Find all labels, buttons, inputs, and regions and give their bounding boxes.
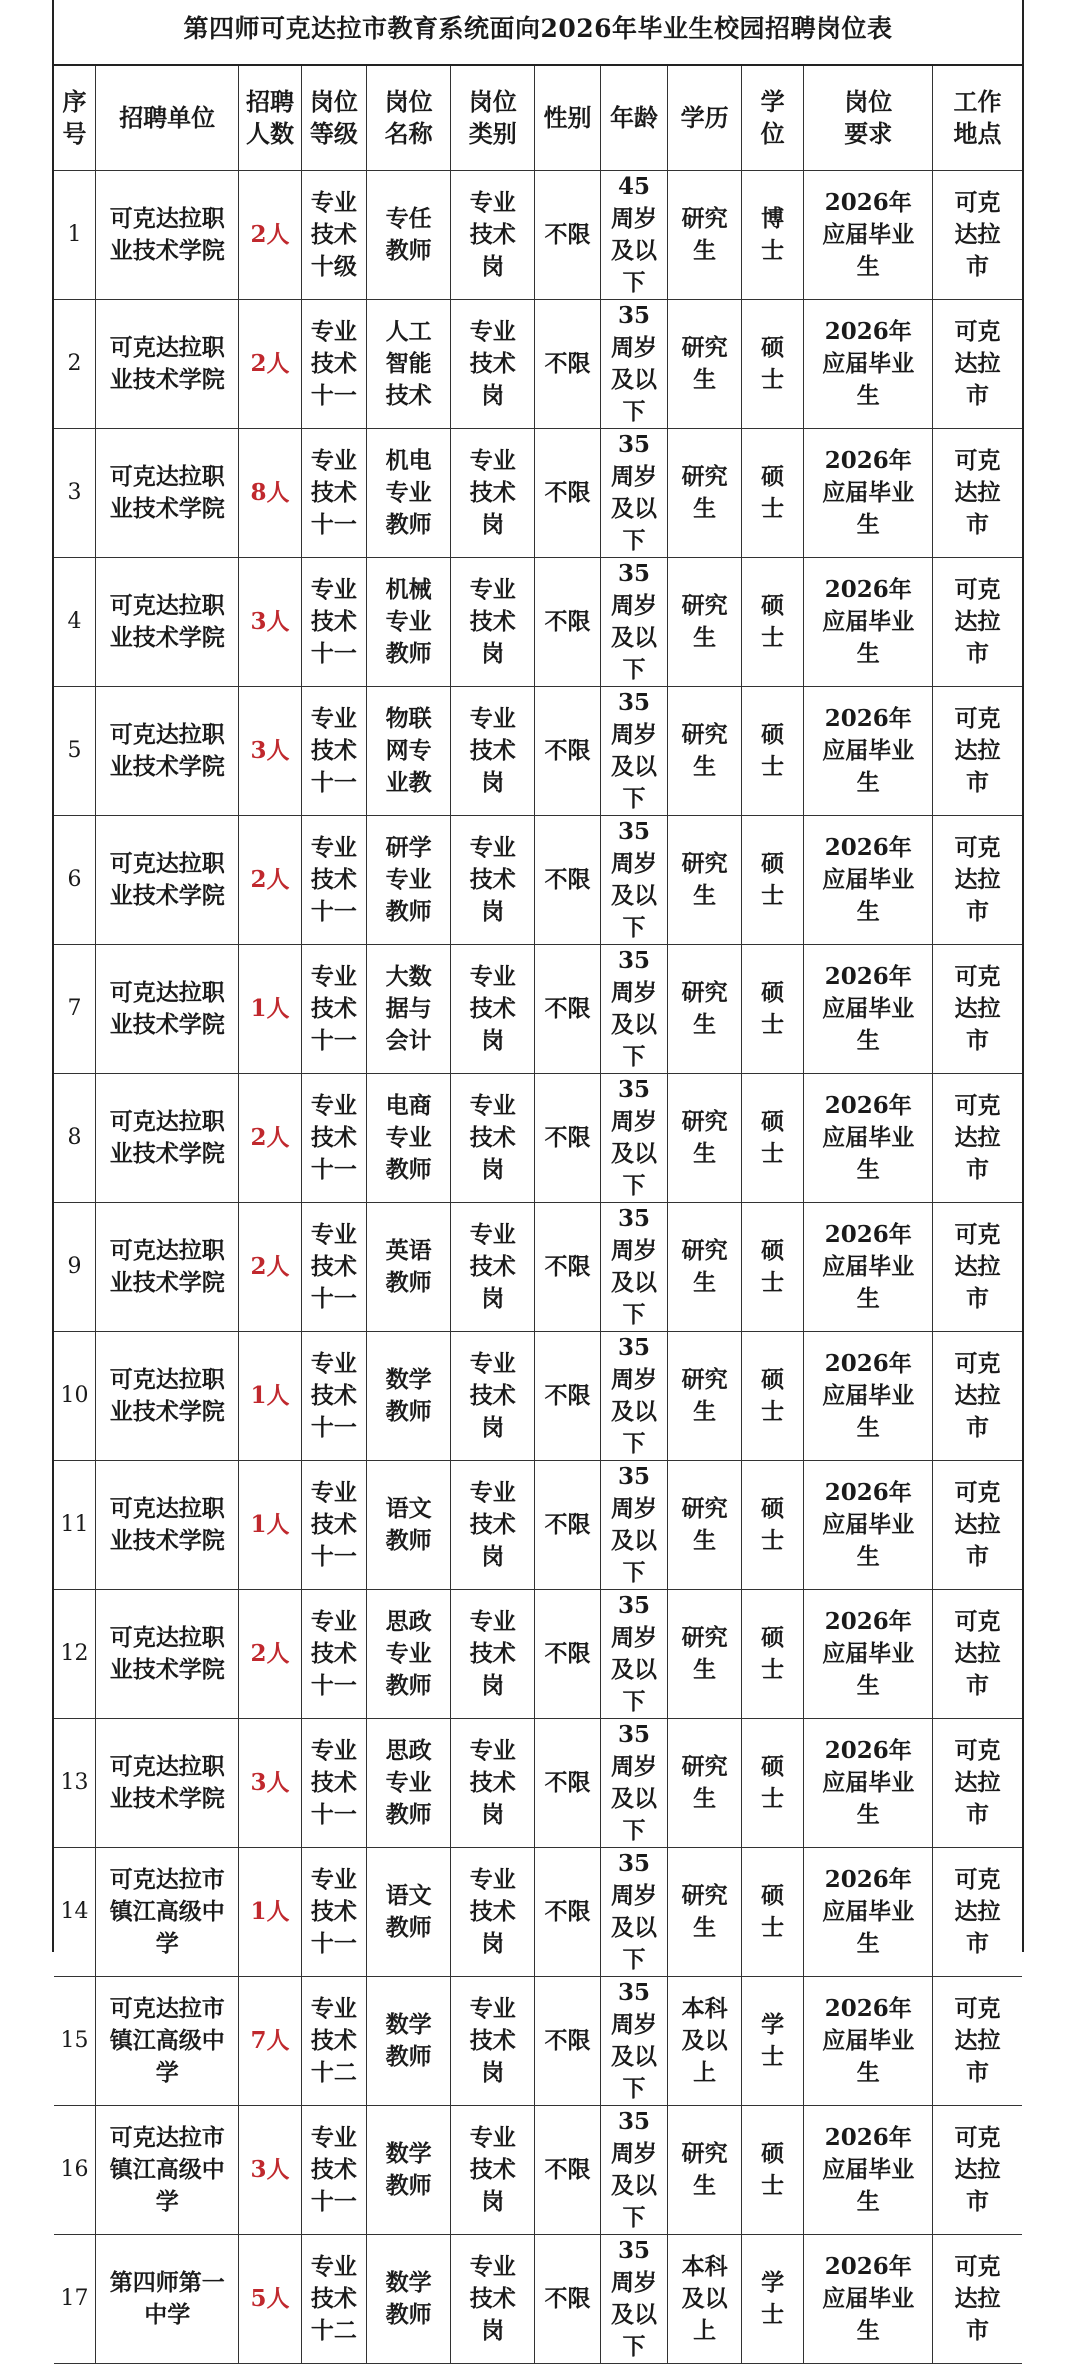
cell-education: 本科及以上 xyxy=(668,1977,742,2106)
cell-count: 2人 xyxy=(239,1590,301,1719)
cell-category: 专业技术岗 xyxy=(451,687,535,816)
header-gender: 性别 xyxy=(535,66,600,171)
cell-education: 研究生 xyxy=(668,1332,742,1461)
cell-position: 思政专业教师 xyxy=(367,1719,451,1848)
recruitment-table-sheet xyxy=(52,0,1024,2360)
cell-position: 大数据与会计 xyxy=(367,945,451,1074)
cell-position: 语文教师 xyxy=(367,1848,451,1977)
cell-level: 专业技术十一 xyxy=(301,558,366,687)
cell-education: 研究生 xyxy=(668,816,742,945)
cell-requirement: 2026年应届毕业生 xyxy=(804,2106,933,2235)
cell-unit: 可克达拉职业技术学院 xyxy=(96,171,239,300)
table-row xyxy=(54,1074,1022,1203)
header-position: 岗位名称 xyxy=(367,66,451,171)
table-row xyxy=(54,1848,1022,1977)
cell-requirement: 2026年应届毕业生 xyxy=(804,945,933,1074)
cell-category: 专业技术岗 xyxy=(451,945,535,1074)
cell-count: 1人 xyxy=(239,1332,301,1461)
cell-education: 研究生 xyxy=(668,1590,742,1719)
cell-education: 研究生 xyxy=(668,300,742,429)
cell-index: 12 xyxy=(54,1590,96,1719)
cell-education: 研究生 xyxy=(668,1461,742,1590)
table-row xyxy=(54,171,1022,300)
cell-education: 研究生 xyxy=(668,1203,742,1332)
cell-position: 数学教师 xyxy=(367,2235,451,2364)
cell-requirement: 2026年应届毕业生 xyxy=(804,1590,933,1719)
cell-unit: 可克达拉职业技术学院 xyxy=(96,816,239,945)
cell-count: 3人 xyxy=(239,687,301,816)
cell-position: 数学教师 xyxy=(367,2106,451,2235)
cell-gender: 不限 xyxy=(535,1074,600,1203)
cell-age: 35周岁及以下 xyxy=(600,300,668,429)
cell-level: 专业技术十一 xyxy=(301,300,366,429)
cell-requirement: 2026年应届毕业生 xyxy=(804,558,933,687)
cell-education: 研究生 xyxy=(668,1074,742,1203)
cell-gender: 不限 xyxy=(535,1719,600,1848)
cell-category: 专业技术岗 xyxy=(451,1332,535,1461)
cell-gender: 不限 xyxy=(535,171,600,300)
cell-count: 2人 xyxy=(239,1074,301,1203)
cell-degree: 硕士 xyxy=(742,687,804,816)
cell-count: 7人 xyxy=(239,1977,301,2106)
cell-category: 专业技术岗 xyxy=(451,1203,535,1332)
cell-count: 1人 xyxy=(239,1461,301,1590)
cell-count: 3人 xyxy=(239,1719,301,1848)
cell-unit: 可克达拉职业技术学院 xyxy=(96,1590,239,1719)
table-row xyxy=(54,429,1022,558)
cell-location: 可克达拉市 xyxy=(933,1590,1022,1719)
table-row xyxy=(54,2106,1022,2235)
cell-age: 35周岁及以下 xyxy=(600,1977,668,2106)
cell-category: 专业技术岗 xyxy=(451,1977,535,2106)
cell-level: 专业技术十级 xyxy=(301,171,366,300)
cell-location: 可克达拉市 xyxy=(933,1203,1022,1332)
cell-degree: 硕士 xyxy=(742,1461,804,1590)
cell-age: 45周岁及以下 xyxy=(600,171,668,300)
cell-position: 机械专业教师 xyxy=(367,558,451,687)
cell-index: 7 xyxy=(54,945,96,1074)
cell-education: 研究生 xyxy=(668,687,742,816)
cell-count: 1人 xyxy=(239,1848,301,1977)
cell-degree: 硕士 xyxy=(742,1590,804,1719)
cell-position: 数学教师 xyxy=(367,1332,451,1461)
cell-unit: 可克达拉职业技术学院 xyxy=(96,429,239,558)
header-unit: 招聘单位 xyxy=(96,66,239,171)
cell-category: 专业技术岗 xyxy=(451,1719,535,1848)
header-age: 年龄 xyxy=(600,66,668,171)
cell-location: 可克达拉市 xyxy=(933,1848,1022,1977)
cell-unit: 可克达拉市镇江高级中学 xyxy=(96,2106,239,2235)
cell-index: 3 xyxy=(54,429,96,558)
cell-index: 4 xyxy=(54,558,96,687)
cell-index: 15 xyxy=(54,1977,96,2106)
cell-category: 专业技术岗 xyxy=(451,1074,535,1203)
cell-position: 机电专业教师 xyxy=(367,429,451,558)
cell-education: 研究生 xyxy=(668,171,742,300)
cell-degree: 学士 xyxy=(742,1977,804,2106)
cell-index: 14 xyxy=(54,1848,96,1977)
cell-gender: 不限 xyxy=(535,1848,600,1977)
cell-education: 研究生 xyxy=(668,558,742,687)
cell-count: 5人 xyxy=(239,2235,301,2364)
cell-location: 可克达拉市 xyxy=(933,1461,1022,1590)
cell-degree: 硕士 xyxy=(742,1203,804,1332)
cell-age: 35周岁及以下 xyxy=(600,687,668,816)
cell-gender: 不限 xyxy=(535,429,600,558)
cell-unit: 可克达拉职业技术学院 xyxy=(96,300,239,429)
header-degree: 学位 xyxy=(742,66,804,171)
cell-level: 专业技术十一 xyxy=(301,1590,366,1719)
header-level: 岗位等级 xyxy=(301,66,366,171)
document-title: 第四师可克达拉市教育系统面向2026年毕业生校园招聘岗位表 xyxy=(54,0,1022,66)
cell-age: 35周岁及以下 xyxy=(600,1590,668,1719)
table-row xyxy=(54,558,1022,687)
cell-degree: 硕士 xyxy=(742,1332,804,1461)
cell-age: 35周岁及以下 xyxy=(600,1332,668,1461)
cell-requirement: 2026年应届毕业生 xyxy=(804,1461,933,1590)
cell-count: 8人 xyxy=(239,429,301,558)
cell-education: 本科及以上 xyxy=(668,2235,742,2364)
cell-unit: 可克达拉职业技术学院 xyxy=(96,1461,239,1590)
cell-age: 35周岁及以下 xyxy=(600,1461,668,1590)
cell-degree: 硕士 xyxy=(742,2106,804,2235)
cell-degree: 硕士 xyxy=(742,429,804,558)
cell-position: 人工智能技术 xyxy=(367,300,451,429)
cell-degree: 硕士 xyxy=(742,816,804,945)
header-count: 招聘人数 xyxy=(239,66,301,171)
cell-category: 专业技术岗 xyxy=(451,1848,535,1977)
table-row xyxy=(54,816,1022,945)
cell-age: 35周岁及以下 xyxy=(600,945,668,1074)
cell-requirement: 2026年应届毕业生 xyxy=(804,1719,933,1848)
cell-age: 35周岁及以下 xyxy=(600,1719,668,1848)
cell-requirement: 2026年应届毕业生 xyxy=(804,429,933,558)
cell-position: 数学教师 xyxy=(367,1977,451,2106)
cell-location: 可克达拉市 xyxy=(933,945,1022,1074)
cell-location: 可克达拉市 xyxy=(933,1719,1022,1848)
cell-education: 研究生 xyxy=(668,1848,742,1977)
cell-education: 研究生 xyxy=(668,429,742,558)
cell-index: 11 xyxy=(54,1461,96,1590)
cell-age: 35周岁及以下 xyxy=(600,2235,668,2364)
cell-requirement: 2026年应届毕业生 xyxy=(804,816,933,945)
cell-position: 思政专业教师 xyxy=(367,1590,451,1719)
cell-position: 研学专业教师 xyxy=(367,816,451,945)
cell-unit: 可克达拉职业技术学院 xyxy=(96,687,239,816)
cell-level: 专业技术十二 xyxy=(301,1977,366,2106)
cell-unit: 第四师第一中学 xyxy=(96,2235,239,2364)
cell-category: 专业技术岗 xyxy=(451,558,535,687)
table-row xyxy=(54,1590,1022,1719)
cell-level: 专业技术十一 xyxy=(301,816,366,945)
cell-index: 2 xyxy=(54,300,96,429)
cell-category: 专业技术岗 xyxy=(451,816,535,945)
cell-unit: 可克达拉市镇江高级中学 xyxy=(96,1848,239,1977)
cell-requirement: 2026年应届毕业生 xyxy=(804,1332,933,1461)
cell-age: 35周岁及以下 xyxy=(600,558,668,687)
cell-index: 17 xyxy=(54,2235,96,2364)
cell-unit: 可克达拉职业技术学院 xyxy=(96,1074,239,1203)
cell-degree: 硕士 xyxy=(742,1074,804,1203)
cell-gender: 不限 xyxy=(535,2235,600,2364)
cell-unit: 可克达拉职业技术学院 xyxy=(96,945,239,1074)
cell-index: 16 xyxy=(54,2106,96,2235)
cell-degree: 学士 xyxy=(742,2235,804,2364)
cell-category: 专业技术岗 xyxy=(451,300,535,429)
cell-requirement: 2026年应届毕业生 xyxy=(804,1203,933,1332)
cell-degree: 博士 xyxy=(742,171,804,300)
table-row xyxy=(54,687,1022,816)
cell-gender: 不限 xyxy=(535,816,600,945)
recruitment-table xyxy=(54,66,1022,2364)
table-row xyxy=(54,2235,1022,2364)
cell-level: 专业技术十一 xyxy=(301,1848,366,1977)
cell-count: 3人 xyxy=(239,558,301,687)
cell-index: 1 xyxy=(54,171,96,300)
cell-index: 8 xyxy=(54,1074,96,1203)
cell-category: 专业技术岗 xyxy=(451,2106,535,2235)
cell-position: 电商专业教师 xyxy=(367,1074,451,1203)
cell-education: 研究生 xyxy=(668,2106,742,2235)
cell-position: 英语教师 xyxy=(367,1203,451,1332)
cell-category: 专业技术岗 xyxy=(451,429,535,558)
cell-gender: 不限 xyxy=(535,300,600,429)
cell-age: 35周岁及以下 xyxy=(600,1848,668,1977)
table-row xyxy=(54,1977,1022,2106)
cell-age: 35周岁及以下 xyxy=(600,1074,668,1203)
cell-requirement: 2026年应届毕业生 xyxy=(804,2235,933,2364)
cell-location: 可克达拉市 xyxy=(933,1977,1022,2106)
cell-location: 可克达拉市 xyxy=(933,2235,1022,2364)
cell-category: 专业技术岗 xyxy=(451,171,535,300)
header-education: 学历 xyxy=(668,66,742,171)
cell-age: 35周岁及以下 xyxy=(600,1203,668,1332)
cell-index: 6 xyxy=(54,816,96,945)
table-row xyxy=(54,945,1022,1074)
cell-education: 研究生 xyxy=(668,945,742,1074)
cell-position: 语文教师 xyxy=(367,1461,451,1590)
cell-position: 物联网专业教 xyxy=(367,687,451,816)
table-row xyxy=(54,1203,1022,1332)
cell-gender: 不限 xyxy=(535,1590,600,1719)
cell-category: 专业技术岗 xyxy=(451,1590,535,1719)
cell-count: 1人 xyxy=(239,945,301,1074)
cell-degree: 硕士 xyxy=(742,1848,804,1977)
cell-degree: 硕士 xyxy=(742,558,804,687)
cell-unit: 可克达拉职业技术学院 xyxy=(96,558,239,687)
cell-unit: 可克达拉职业技术学院 xyxy=(96,1203,239,1332)
cell-count: 2人 xyxy=(239,300,301,429)
header-index: 序号 xyxy=(54,66,96,171)
cell-level: 专业技术十一 xyxy=(301,945,366,1074)
cell-index: 10 xyxy=(54,1332,96,1461)
cell-requirement: 2026年应届毕业生 xyxy=(804,1074,933,1203)
cell-level: 专业技术十一 xyxy=(301,1203,366,1332)
header-category: 岗位类别 xyxy=(451,66,535,171)
cell-age: 35周岁及以下 xyxy=(600,2106,668,2235)
cell-count: 2人 xyxy=(239,1203,301,1332)
cell-unit: 可克达拉职业技术学院 xyxy=(96,1332,239,1461)
cell-index: 5 xyxy=(54,687,96,816)
cell-level: 专业技术十一 xyxy=(301,687,366,816)
cell-gender: 不限 xyxy=(535,1203,600,1332)
cell-index: 9 xyxy=(54,1203,96,1332)
cell-location: 可克达拉市 xyxy=(933,429,1022,558)
cell-requirement: 2026年应届毕业生 xyxy=(804,300,933,429)
cell-age: 35周岁及以下 xyxy=(600,816,668,945)
cell-location: 可克达拉市 xyxy=(933,1074,1022,1203)
cell-position: 专任教师 xyxy=(367,171,451,300)
cell-index: 13 xyxy=(54,1719,96,1848)
cell-location: 可克达拉市 xyxy=(933,1332,1022,1461)
cell-count: 2人 xyxy=(239,816,301,945)
cell-level: 专业技术十一 xyxy=(301,1332,366,1461)
cell-gender: 不限 xyxy=(535,558,600,687)
cell-requirement: 2026年应届毕业生 xyxy=(804,171,933,300)
cell-level: 专业技术十一 xyxy=(301,1461,366,1590)
cell-unit: 可克达拉职业技术学院 xyxy=(96,1719,239,1848)
cell-category: 专业技术岗 xyxy=(451,1461,535,1590)
cell-location: 可克达拉市 xyxy=(933,171,1022,300)
cell-gender: 不限 xyxy=(535,2106,600,2235)
header-requirement: 岗位要求 xyxy=(804,66,933,171)
cell-location: 可克达拉市 xyxy=(933,816,1022,945)
cell-gender: 不限 xyxy=(535,1461,600,1590)
cell-gender: 不限 xyxy=(535,1332,600,1461)
cell-gender: 不限 xyxy=(535,687,600,816)
cell-location: 可克达拉市 xyxy=(933,558,1022,687)
cell-level: 专业技术十一 xyxy=(301,1074,366,1203)
cell-location: 可克达拉市 xyxy=(933,300,1022,429)
cell-requirement: 2026年应届毕业生 xyxy=(804,1848,933,1977)
table-row xyxy=(54,1332,1022,1461)
header-location: 工作地点 xyxy=(933,66,1022,171)
cell-level: 专业技术十一 xyxy=(301,1719,366,1848)
cell-level: 专业技术十二 xyxy=(301,2235,366,2364)
cell-gender: 不限 xyxy=(535,945,600,1074)
cell-location: 可克达拉市 xyxy=(933,687,1022,816)
cell-education: 研究生 xyxy=(668,1719,742,1848)
cell-gender: 不限 xyxy=(535,1977,600,2106)
cell-degree: 硕士 xyxy=(742,945,804,1074)
cell-level: 专业技术十一 xyxy=(301,2106,366,2235)
header-row xyxy=(54,66,1022,171)
cell-level: 专业技术十一 xyxy=(301,429,366,558)
table-row xyxy=(54,1461,1022,1590)
cell-category: 专业技术岗 xyxy=(451,2235,535,2364)
cell-location: 可克达拉市 xyxy=(933,2106,1022,2235)
cell-requirement: 2026年应届毕业生 xyxy=(804,687,933,816)
cell-degree: 硕士 xyxy=(742,300,804,429)
cell-unit: 可克达拉市镇江高级中学 xyxy=(96,1977,239,2106)
cell-count: 3人 xyxy=(239,2106,301,2235)
cell-requirement: 2026年应届毕业生 xyxy=(804,1977,933,2106)
cell-degree: 硕士 xyxy=(742,1719,804,1848)
cell-age: 35周岁及以下 xyxy=(600,429,668,558)
table-row xyxy=(54,300,1022,429)
table-row xyxy=(54,1719,1022,1848)
cell-count: 2人 xyxy=(239,171,301,300)
